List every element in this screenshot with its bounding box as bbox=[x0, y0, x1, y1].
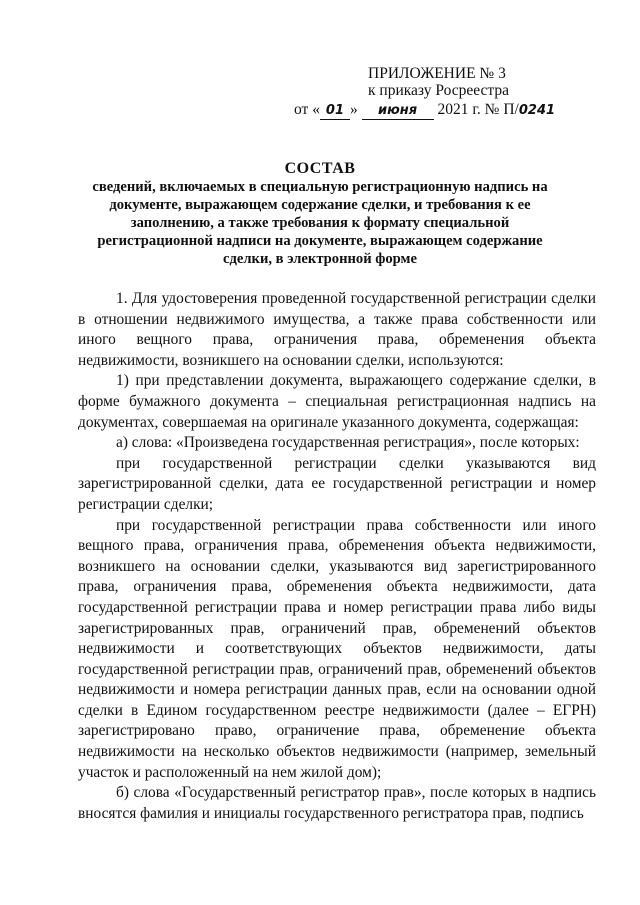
appendix-number: ПРИЛОЖЕНИЕ № 3 bbox=[368, 65, 506, 82]
date-mid: » bbox=[349, 101, 358, 118]
paragraph-1: 1. Для удостоверения проведенной государственной регистрации сделки в отношении недвижимого имущества, а также права собственности или иного вещного права, ограничения права, обременения объекта недвижимости, возникшего на основании сделки, используются: bbox=[78, 290, 596, 369]
handwritten-day: 01 bbox=[320, 103, 350, 120]
paragraph-5: при государственной регистрации права собственности или иного вещного права, ограничения права, обременения объекта недвижимости, возникшего на основании сделки, указываются вид зарегистрированного права, ограничения права, обременения объекта недвижимости, дата государственной регистрации права и номер регистрации права либо виды зарегистрированных прав, ограничений прав, обременений объектов недвижимости и соответствующих объектов недвижимости, даты государственной регистрации прав, ограничений прав, обременений объектов недвижимости и номера регистрации данных прав, если на основании одной сделки в Едином государственном реестре недвижимости (далее – ЕГРН) зарегистрировано право, ограничение права, обременение объекта недвижимости на несколько объектов недвижимости (например, земельный участок и расположенный на нем жилой дом); bbox=[78, 516, 596, 781]
appendix-date-line bbox=[294, 100, 556, 120]
date-prefix: от « bbox=[294, 101, 320, 118]
appendix-order-ref: к приказу Росреестра bbox=[368, 82, 509, 99]
paragraph-2: 1) при представлении документа, выражающего содержание сделки, в форме бумажного документа – специальная регистрационная надпись на документах, совершаемая на оригинале указанного документа, содержащая: bbox=[78, 372, 596, 431]
document-title: СОСТАВ bbox=[284, 160, 356, 177]
date-year: 2021 г. № П/ bbox=[437, 101, 519, 118]
handwritten-order-number: 0241 bbox=[518, 103, 556, 118]
document-subtitle: сведений, включаемых в специальную регистрационную надпись на документе, выражающем содержание сделки, и требования к ее заполнению, а также требования к формату специальной регистрационной надписи на документе, выражающем содержание сделки, в электронной форме bbox=[92, 179, 548, 267]
paragraph-6: б) слова «Государственный регистратор прав», после которых в надпись вносятся фамилия и инициалы государственного регистратора прав, подпись bbox=[78, 784, 596, 822]
document-body bbox=[78, 289, 596, 824]
paragraph-4: при государственной регистрации сделки указываются вид зарегистрированной сделки, дата ее государственной регистрации и номер регистрации сделки; bbox=[78, 454, 596, 513]
paragraph-3: а) слова: «Произведена государственная регистрация», после которых: bbox=[116, 434, 580, 452]
handwritten-month: июня bbox=[362, 103, 434, 120]
